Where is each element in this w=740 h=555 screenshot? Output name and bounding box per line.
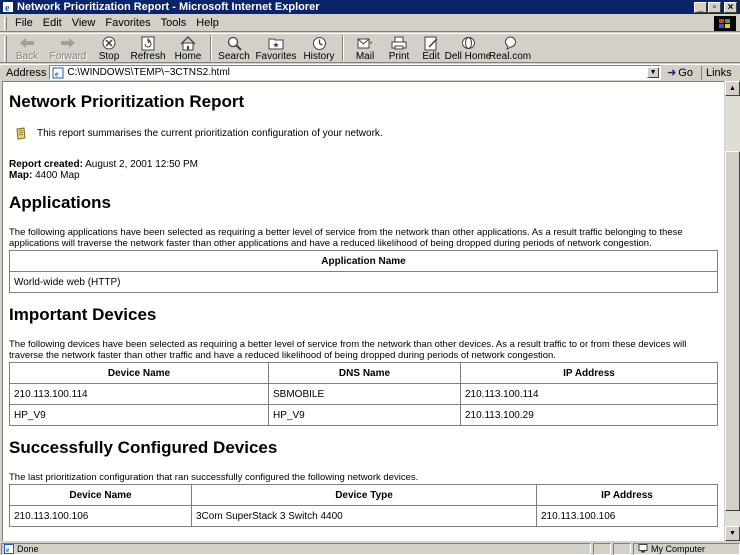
table-header-row bbox=[10, 363, 718, 384]
menu-bar bbox=[0, 15, 740, 32]
map-value: 4400 Map bbox=[35, 170, 80, 181]
go-button[interactable] bbox=[667, 66, 693, 79]
home-icon bbox=[179, 35, 197, 51]
go-label: Go bbox=[678, 66, 693, 79]
applications-description: The following applications have been selected as requiring a better level of service from the network than other applications. As a result traffic belonging to these applications will traverse the network faster than other applications and have a reduced likelihood of being dropped during periods of network congestion. bbox=[9, 227, 683, 249]
applications-heading: Applications bbox=[9, 193, 112, 212]
back-label: Back bbox=[15, 51, 39, 62]
toolbar-separator bbox=[342, 35, 344, 61]
close-button[interactable]: × bbox=[724, 2, 737, 13]
toolbar-grip bbox=[4, 36, 7, 62]
forward-label: Forward bbox=[49, 51, 87, 62]
table-cell: 210.113.100.114 bbox=[10, 384, 269, 405]
scroll-thumb[interactable] bbox=[725, 151, 740, 511]
standard-toolbar bbox=[0, 33, 740, 63]
scroll-up-arrow-icon[interactable]: ▲ bbox=[725, 81, 740, 96]
links-label: Links bbox=[705, 66, 732, 79]
go-arrow-icon: ➜ bbox=[667, 67, 677, 79]
report-meta bbox=[9, 159, 718, 181]
address-label: Address bbox=[6, 66, 47, 79]
my-computer-icon bbox=[638, 544, 648, 553]
devices-table bbox=[9, 362, 718, 426]
table-cell: HP_V9 bbox=[10, 405, 269, 426]
configured-heading: Successfully Configured Devices bbox=[9, 438, 278, 457]
forward-arrow-icon bbox=[59, 35, 77, 51]
created-value: August 2, 2001 12:50 PM bbox=[85, 159, 198, 170]
windows-logo-icon bbox=[714, 16, 736, 31]
dell-home-icon bbox=[459, 35, 477, 51]
table-cell: 210.113.100.106 bbox=[10, 506, 192, 527]
menu-help[interactable]: Help bbox=[196, 17, 219, 29]
status-bar bbox=[0, 542, 740, 555]
search-button[interactable] bbox=[216, 34, 252, 62]
table-cell: 210.113.100.106 bbox=[537, 506, 718, 527]
table-cell: HP_V9 bbox=[269, 405, 461, 426]
print-button[interactable] bbox=[382, 34, 416, 62]
address-value: C:\WINDOWS\TEMP\~3CTNS2.html bbox=[67, 67, 230, 78]
configured-description: The last prioritization configuration that ran successfully configured the following network devices. bbox=[9, 472, 419, 483]
history-label: History bbox=[303, 51, 335, 62]
table-row bbox=[10, 405, 718, 426]
column-header: Device Name bbox=[10, 363, 269, 384]
dell-home-label: Dell Home bbox=[444, 51, 492, 62]
menu-file[interactable]: File bbox=[15, 17, 33, 29]
dell-home-button[interactable] bbox=[446, 34, 490, 62]
table-header-row bbox=[10, 485, 718, 506]
table-row bbox=[10, 506, 718, 527]
address-bar bbox=[0, 64, 740, 80]
svg-text:e: e bbox=[5, 3, 10, 13]
scroll-down-arrow-icon[interactable]: ▼ bbox=[725, 526, 740, 541]
search-icon bbox=[225, 35, 243, 51]
table-cell: 210.113.100.29 bbox=[461, 405, 718, 426]
ie-logo-icon bbox=[2, 1, 14, 13]
status-text: Done bbox=[17, 543, 39, 554]
column-header: IP Address bbox=[537, 485, 718, 506]
table-header-row bbox=[10, 251, 718, 272]
refresh-icon bbox=[139, 35, 157, 51]
column-header: Device Name bbox=[10, 485, 192, 506]
table-row bbox=[10, 384, 718, 405]
edit-button[interactable] bbox=[416, 34, 446, 62]
status-text-panel bbox=[1, 543, 591, 555]
intro-text: This report summarises the current prioritization configuration of your network. bbox=[37, 128, 383, 139]
page-title: Network Prioritization Report bbox=[9, 92, 245, 111]
svg-text:e: e bbox=[55, 69, 59, 78]
home-label: Home bbox=[174, 51, 202, 62]
history-icon bbox=[310, 35, 328, 51]
title-bar bbox=[0, 0, 740, 14]
stop-button[interactable] bbox=[92, 34, 126, 62]
devices-description: The following devices have been selected as requiring a better level of service from the network than other devices. As a result traffic to or from these devices will traverse the network faster than other traffic and have a reduced likelihood of being dropped during periods of network congestion. bbox=[9, 339, 687, 361]
applications-table bbox=[9, 250, 718, 293]
back-button[interactable] bbox=[10, 34, 44, 62]
edit-page-icon bbox=[422, 35, 440, 51]
address-input[interactable] bbox=[49, 65, 661, 80]
column-header: Device Type bbox=[192, 485, 537, 506]
note-icon bbox=[15, 127, 27, 140]
menu-tools[interactable]: Tools bbox=[160, 17, 187, 29]
zone-label: My Computer bbox=[651, 543, 706, 554]
history-button[interactable] bbox=[300, 34, 338, 62]
refresh-label: Refresh bbox=[130, 51, 166, 62]
table-cell: 210.113.100.114 bbox=[461, 384, 718, 405]
done-page-icon bbox=[4, 544, 14, 554]
stop-icon bbox=[100, 35, 118, 51]
real-com-button[interactable] bbox=[490, 34, 530, 62]
status-panel bbox=[593, 543, 611, 555]
favorites-label: Favorites bbox=[255, 51, 297, 62]
address-dropdown-icon[interactable]: ▼ bbox=[647, 67, 659, 78]
menu-grip bbox=[4, 17, 7, 30]
edit-label: Edit bbox=[422, 51, 440, 62]
real-player-icon bbox=[501, 35, 519, 51]
report-intro bbox=[15, 127, 718, 140]
zone-panel bbox=[633, 543, 740, 555]
real-com-label: Real.com bbox=[488, 51, 532, 62]
column-header: DNS Name bbox=[269, 363, 461, 384]
devices-heading: Important Devices bbox=[9, 305, 157, 324]
stop-label: Stop bbox=[98, 51, 120, 62]
home-button[interactable] bbox=[170, 34, 206, 62]
back-arrow-icon bbox=[18, 35, 36, 51]
favorites-button[interactable] bbox=[252, 34, 300, 62]
map-label: Map: bbox=[9, 170, 33, 181]
forward-button[interactable] bbox=[44, 34, 92, 62]
window-title: Network Prioritization Report - Microsoft Internet Explorer bbox=[17, 1, 320, 13]
menu-edit[interactable]: Edit bbox=[42, 17, 62, 29]
minimize-button[interactable]: _ bbox=[694, 2, 707, 13]
mail-icon bbox=[356, 35, 374, 51]
favorites-folder-icon bbox=[267, 35, 285, 51]
vertical-scrollbar[interactable] bbox=[725, 81, 740, 541]
created-label: Report created: bbox=[9, 159, 83, 170]
maximize-button[interactable]: ▫ bbox=[708, 2, 721, 13]
mail-label: Mail bbox=[355, 51, 375, 62]
page-content bbox=[2, 81, 724, 541]
print-label: Print bbox=[388, 51, 410, 62]
table-cell: 3Com SuperStack 3 Switch 4400 bbox=[192, 506, 537, 527]
status-panel bbox=[613, 543, 631, 555]
links-button[interactable] bbox=[701, 66, 740, 80]
column-header: IP Address bbox=[461, 363, 718, 384]
table-row bbox=[10, 272, 718, 293]
menu-favorites[interactable]: Favorites bbox=[105, 17, 151, 29]
table-cell: World-wide web (HTTP) bbox=[10, 272, 718, 293]
column-header: Application Name bbox=[10, 251, 718, 272]
mail-button[interactable] bbox=[348, 34, 382, 62]
menu-view[interactable]: View bbox=[71, 17, 96, 29]
refresh-button[interactable] bbox=[126, 34, 170, 62]
configured-table bbox=[9, 484, 718, 527]
page-icon bbox=[52, 67, 64, 79]
svg-text:e: e bbox=[6, 545, 10, 554]
search-label: Search bbox=[218, 51, 250, 62]
toolbar-separator bbox=[210, 35, 212, 61]
printer-icon bbox=[390, 35, 408, 51]
table-cell: SBMOBILE bbox=[269, 384, 461, 405]
